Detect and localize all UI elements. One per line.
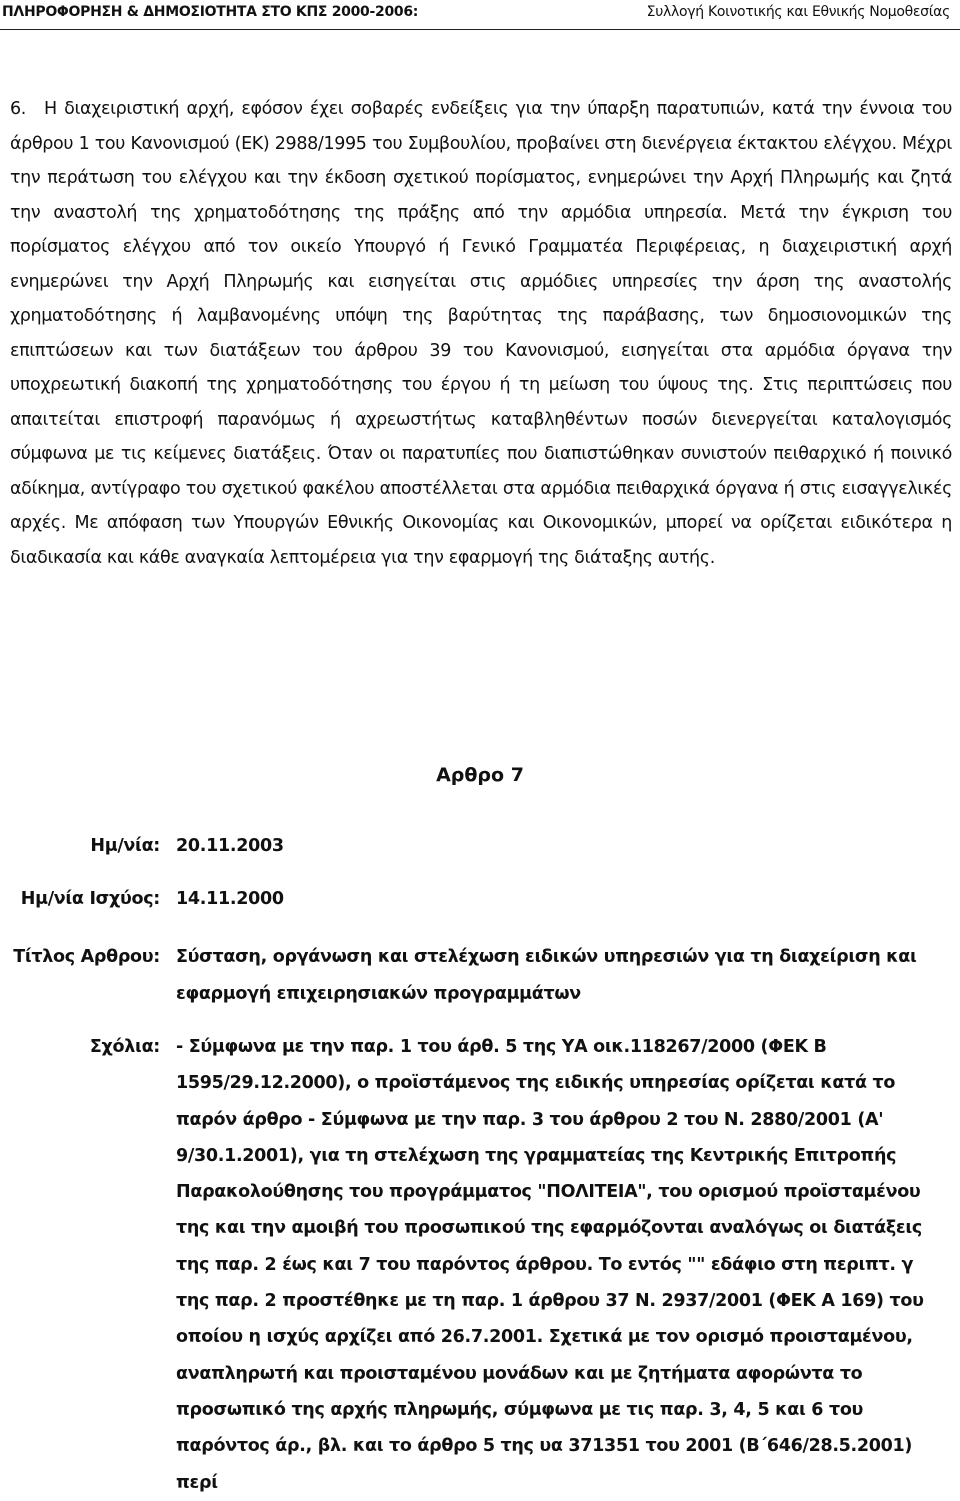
title-label: Τίτλος Αρθρου: — [13, 947, 160, 967]
date-value: 20.11.2003 — [176, 836, 284, 856]
header-title: ΠΛΗΡΟΦΟΡΗΣΗ & ΔΗΜΟΣΙΟΤΗΤΑ ΣΤΟ ΚΠΣ 2000-2006: — [2, 4, 419, 20]
article-title-text: Αρθρο 7 — [436, 764, 524, 786]
article-title — [0, 764, 960, 786]
effective-date-value: 14.11.2000 — [176, 889, 284, 909]
paragraph-text: Η διαχειριστική αρχή, εφόσον έχει σοβαρές ενδείξεις για την ύπαρξη παρατυπιών, κατά την έννοια του άρθρου 1 του Κανονισμού (ΕΚ) 2988/1995 του Συμβουλίου, προβαίνει στη διενέργεια έκτακτου ελέγχου. Μέχρι την περάτωση του ελέγχου και την έκδοση σχετικού πορίσματος, ενημερώνει την Αρχή Πληρωμής και ζητά την αναστολή της χρηματοδότησης της πράξης από την αρμόδια υπηρεσία. Μετά την έγκριση του πορίσματος ελέγχου από τον οικείο Υπουργό ή Γενικό Γραμματέα Περιφέρειας, η διαχειριστική αρχή ενημερώνει την Αρχή Πληρωμής και εισηγείται στις αρμόδιες υπηρεσίες την άρση της αναστολής χρηματοδότησης ή λαμβανομένης υπόψη της βαρύτητας της παράβασης, των δημοσιονομικών της επιπτώσεων και των διατάξεων του άρθρου 39 του Κανονισμού, εισηγείται στα αρμόδια όργανα την υποχρεωτική διακοπή της χρηματοδότησης του έργου ή τη μείωση του ύψους της. Στις περιπτώσεις που απαιτείται επιστροφή παρανόμως ή αχρεωστήτως καταβληθέντων ποσών διενεργείται καταλογισμός σύμφωνα με τις κείμενες διατάξεις. Όταν οι παρατυπίες που διαπιστώθηκαν συνιστούν πειθαρχικό ή ποινικό αδίκημα, αντίγραφο του σχετικού φακέλου αποστέλλεται στα αρμόδια πειθαρχικά όργανα ή στις εισαγγελικές αρχές. Με απόφαση των Υπουργών Εθνικής Οικονομίας και Οικονομικών, μπορεί να ορίζεται ειδικότερα η διαδικασία και κάθε αναγκαία λεπτομέρεια για την εφαρμογή της διάταξης αυτής. — [10, 99, 952, 568]
notes-label: Σχόλια: — [89, 1037, 160, 1057]
title-value: Σύσταση, οργάνωση και στελέχωση ειδικών υπηρεσιών για τη διαχείριση και εφαρμογή επιχειρησιακών προγραμμάτων — [176, 947, 917, 1004]
header-divider — [0, 29, 960, 30]
paragraph-6 — [10, 92, 952, 575]
date-label: Ημ/νία: — [90, 836, 160, 856]
notes-value: - Σύμφωνα με την παρ. 1 του άρθ. 5 της ΥΑ οικ.118267/2000 (ΦΕΚ Β 1595/29.12.2000), ο προϊστάμενος της ειδικής υπηρεσίας ορίζεται κατά το παρόν άρθρο - Σύμφωνα με την παρ. 3 του άρθρου 2 του Ν. 2880/2001 (Α' 9/30.1.2001), για τη στελέχωση της γραμματείας της Κεντρικής Επιτροπής Παρακολούθησης του προγράμματος "ΠΟΛΙΤΕΙΑ", του ορισμού προϊσταμένου της και την αμοιβή του προσωπικού της εφαρμόζονται αναλόγως οι διατάξεις της παρ. 2 έως και 7 του παρόντος άρθρου. Το εντός "" εδάφιο στη περιπτ. γ της παρ. 2 προστέθηκε με τη παρ. 1 άρθρου 37 Ν. 2937/2001 (ΦΕΚ Α 169) του οποίου η ισχύς αρχίζει από 26.7.2001. Σχετικά με τον ορισμό προισταμένου, αναπληρωτή και προισταμένου μονάδων και με ζητήματα αφορώντα το προσωπικό της αρχής πληρωμής, σύμφωνα με τις παρ. 3, 4, 5 και 6 του παρόντος άρ., βλ. και το άρθρο 5 της υα 371351 του 2001 (Β΄646/28.5.2001) περί — [176, 1037, 924, 1493]
effective-date-label: Ημ/νία Ισχύος: — [20, 889, 160, 909]
header-subtitle: Συλλογή Κοινοτικής και Εθνικής Νομοθεσίας — [646, 4, 950, 20]
page-header — [0, 0, 960, 36]
paragraph-number: 6. — [10, 99, 26, 119]
